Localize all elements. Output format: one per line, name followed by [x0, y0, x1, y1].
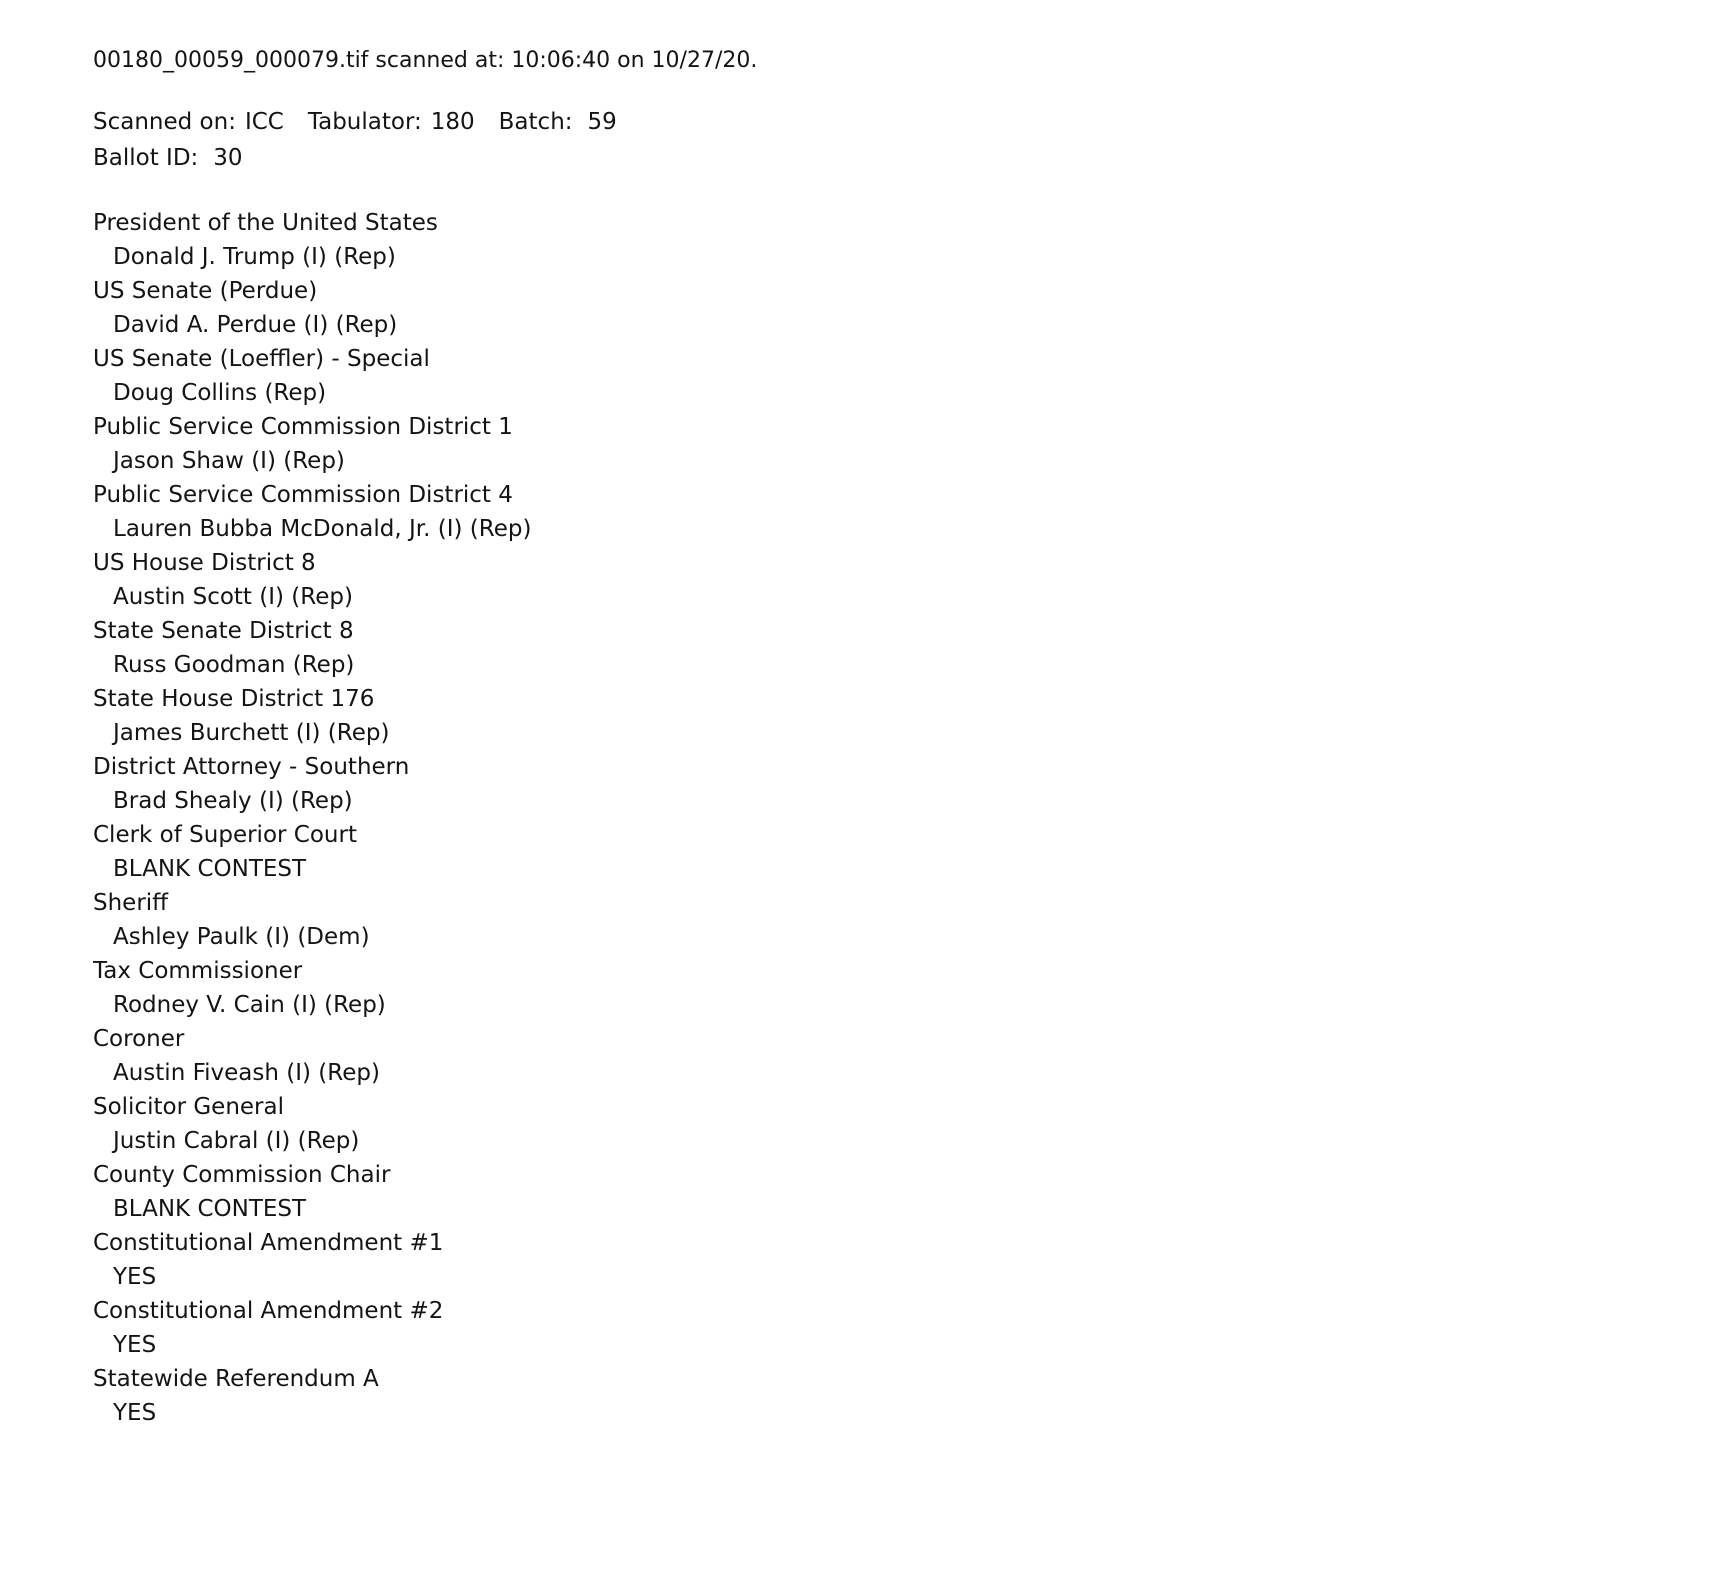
contest-selection: Jason Shaw (I) (Rep)	[113, 448, 345, 474]
ballot-id-value: 30	[213, 145, 243, 171]
contest-selection: YES	[113, 1332, 157, 1358]
contest-row	[93, 818, 1651, 886]
scanned-on-field	[93, 109, 284, 135]
contest-title: US Senate (Perdue)	[93, 278, 318, 304]
contest-selection: James Burchett (I) (Rep)	[113, 720, 390, 746]
contest-title: Solicitor General	[93, 1094, 284, 1120]
contest-selection: Brad Shealy (I) (Rep)	[113, 788, 353, 814]
contest-selection: Austin Fiveash (I) (Rep)	[113, 1060, 380, 1086]
contest-row	[93, 274, 1651, 342]
contest-title: Constitutional Amendment #1	[93, 1230, 444, 1256]
scan-filename-line: 00180_00059_000079.tif scanned at: 10:06:40 on 10/27/20.	[93, 48, 758, 73]
tabulator-value: 180	[430, 109, 475, 135]
contest-row	[93, 1294, 1651, 1362]
batch-label: Batch:	[498, 109, 573, 135]
contest-row	[93, 410, 1651, 478]
contest-row	[93, 682, 1651, 750]
contest-row	[93, 614, 1651, 682]
contest-title: State Senate District 8	[93, 618, 354, 644]
contest-selection: YES	[113, 1400, 157, 1426]
contest-selection: Ashley Paulk (I) (Dem)	[113, 924, 370, 950]
ballot-id-field	[93, 145, 243, 171]
contest-selection: BLANK CONTEST	[113, 856, 307, 882]
contest-row	[93, 1226, 1651, 1294]
contest-row	[93, 546, 1651, 614]
contest-title: Statewide Referendum A	[93, 1366, 379, 1392]
contest-title: Coroner	[93, 1026, 185, 1052]
contest-title: State House District 176	[93, 686, 375, 712]
contest-title: Tax Commissioner	[93, 958, 303, 984]
scanned-on-label: Scanned on:	[93, 109, 236, 135]
scan-info-block	[93, 104, 1651, 176]
contest-title: Sheriff	[93, 890, 169, 916]
contest-selection: YES	[113, 1264, 157, 1290]
scanned-ballot-report	[93, 44, 1651, 1430]
contest-selection: Justin Cabral (I) (Rep)	[113, 1128, 360, 1154]
contest-title: President of the United States	[93, 210, 438, 236]
contest-title: US House District 8	[93, 550, 316, 576]
scanned-on-value: ICC	[244, 109, 284, 135]
contest-title: Public Service Commission District 1	[93, 414, 513, 440]
tabulator-label: Tabulator:	[307, 109, 422, 135]
contest-title: US Senate (Loeffler) - Special	[93, 346, 430, 372]
contest-selection: Lauren Bubba McDonald, Jr. (I) (Rep)	[113, 516, 532, 542]
contest-title: Constitutional Amendment #2	[93, 1298, 444, 1324]
contest-title: Public Service Commission District 4	[93, 482, 513, 508]
contest-row	[93, 206, 1651, 274]
batch-field	[499, 109, 617, 135]
batch-value: 59	[587, 109, 617, 135]
contest-row	[93, 750, 1651, 818]
contest-selection: Doug Collins (Rep)	[113, 380, 327, 406]
contest-row	[93, 342, 1651, 410]
contest-selection: BLANK CONTEST	[113, 1196, 307, 1222]
ballot-id-line	[93, 140, 1651, 176]
contest-title: Clerk of Superior Court	[93, 822, 357, 848]
contest-row	[93, 954, 1651, 1022]
contest-selection: David A. Perdue (I) (Rep)	[113, 312, 398, 338]
contest-row	[93, 1090, 1651, 1158]
contest-row	[93, 478, 1651, 546]
contest-selection: Donald J. Trump (I) (Rep)	[113, 244, 396, 270]
contest-row	[93, 886, 1651, 954]
tabulator-field	[308, 109, 475, 135]
contest-row	[93, 1022, 1651, 1090]
contest-list	[93, 206, 1651, 1430]
contest-title: District Attorney - Southern	[93, 754, 410, 780]
contest-selection: Rodney V. Cain (I) (Rep)	[113, 992, 386, 1018]
ballot-id-label: Ballot ID:	[93, 145, 199, 171]
scan-info-line	[93, 104, 1651, 140]
contest-row	[93, 1362, 1651, 1430]
contest-selection: Austin Scott (I) (Rep)	[113, 584, 353, 610]
contest-selection: Russ Goodman (Rep)	[113, 652, 355, 678]
contest-row	[93, 1158, 1651, 1226]
contest-title: County Commission Chair	[93, 1162, 391, 1188]
